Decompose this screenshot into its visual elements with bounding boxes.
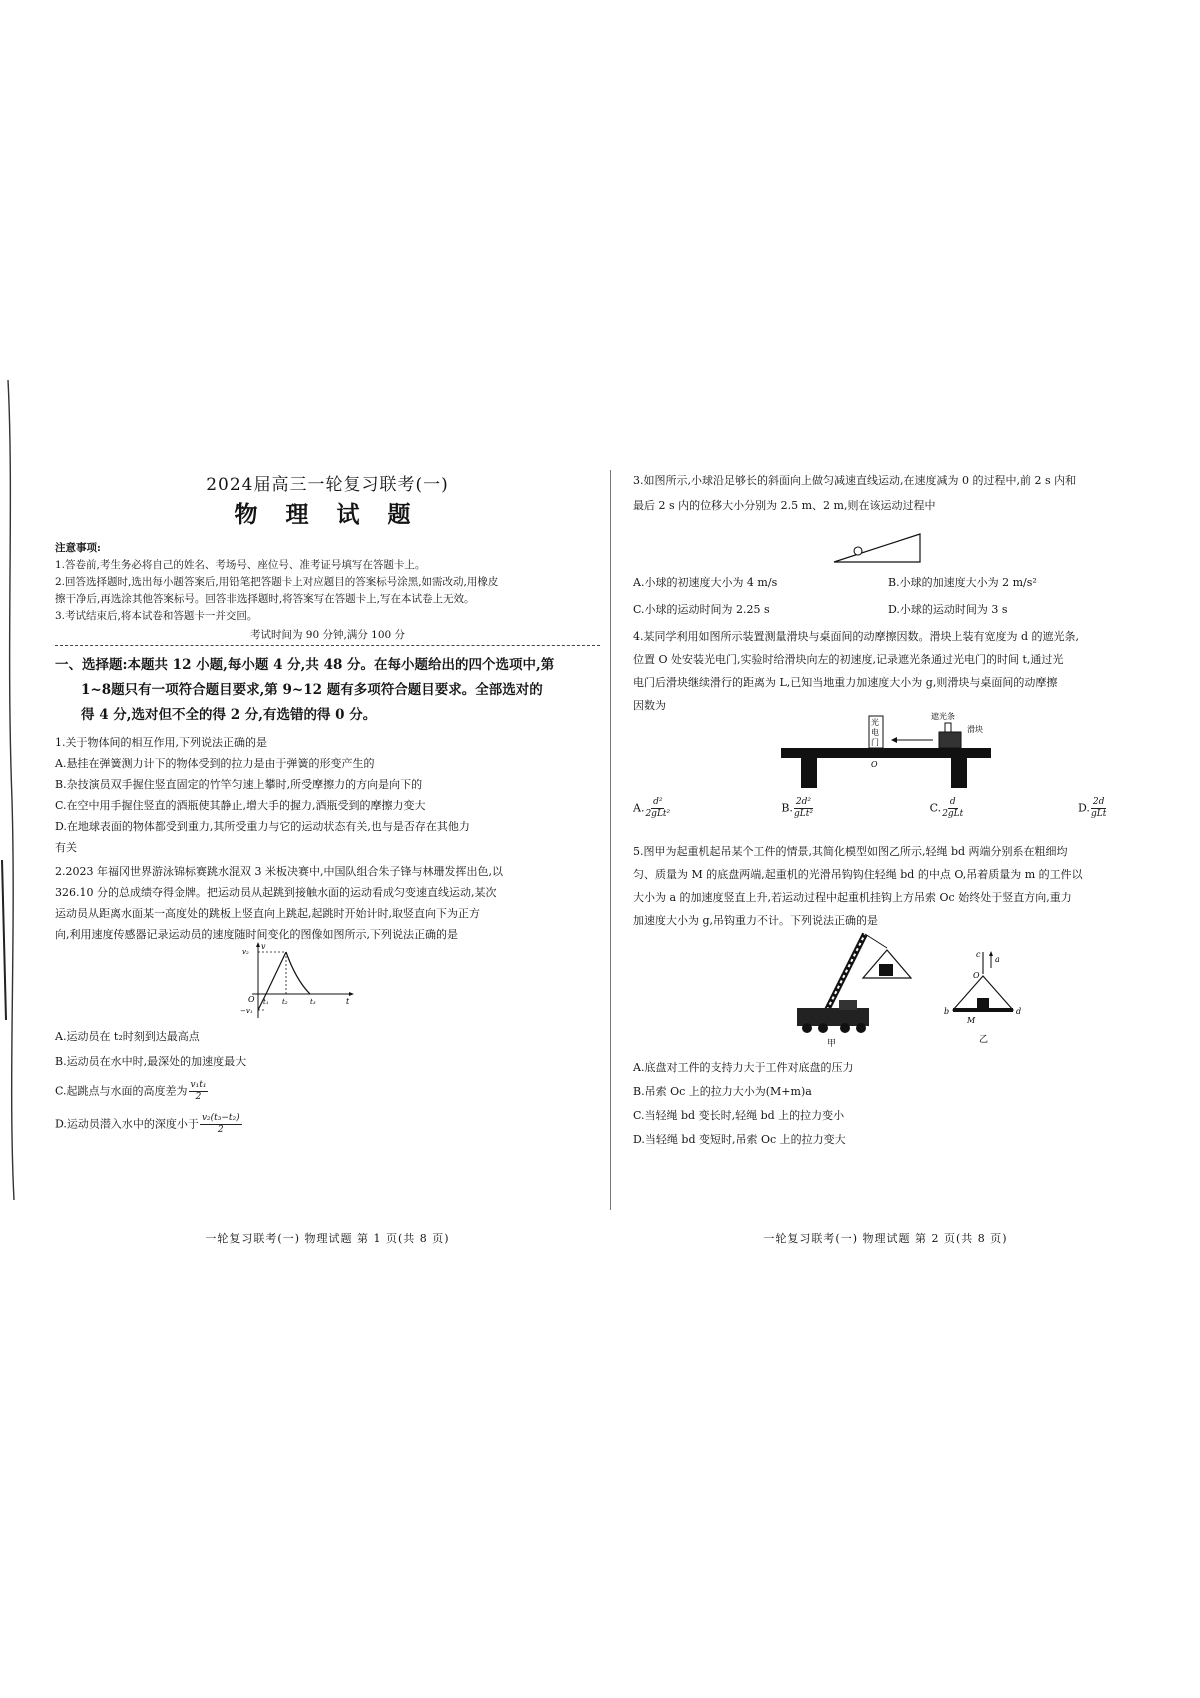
header-rule xyxy=(55,645,600,646)
point-o-label: O xyxy=(871,760,878,769)
exam-title: 2024届高三一轮复习联考(一) xyxy=(206,475,449,495)
option-b: B.小球的加速度大小为 2 m/s² xyxy=(888,576,1037,589)
gate-label: 电 xyxy=(871,728,879,737)
question-stem-line: 运动员从距离水面某一高度处的跳板上竖直向上跳起,起跳时开始计时,取竖直向下为正方 xyxy=(55,907,480,920)
option-b: B.运动员在水中时,最深处的加速度最大 xyxy=(55,1055,247,1068)
option-a: A.悬挂在弹簧测力计下的物体受到的拉力是由于弹簧的形变产生的 xyxy=(55,757,375,770)
section-instructions xyxy=(55,653,600,728)
question-3-options xyxy=(633,572,1138,620)
tick-t2: t₂ xyxy=(282,998,288,1006)
question-stem-line: 加速度大小为 g,吊钩重力不计。下列说法正确的是 xyxy=(633,914,879,927)
label-o: O xyxy=(973,971,980,980)
subject-title: 物 理 试 题 xyxy=(234,501,421,528)
option-a: A.底盘对工件的支持力大于工件对底盘的压力 xyxy=(633,1061,854,1074)
option-c-fraction xyxy=(189,1080,209,1103)
gate-label: 光 xyxy=(871,718,879,727)
exam-spread xyxy=(55,470,1150,1250)
option-row xyxy=(633,599,1138,620)
question-stem-line: 326.10 分的总成绩夺得金牌。把运动员从起跳到接触水面的运动看成匀变速直线运动,某次 xyxy=(55,886,497,899)
page-divider xyxy=(610,470,611,1210)
photogate-apparatus-figure xyxy=(773,710,1003,790)
slider-label: 滑块 xyxy=(967,725,983,734)
label-a: a xyxy=(995,955,1000,964)
question-stem-line: 最后 2 s 内的位移大小分别为 2.5 m、2 m,则在该运动过程中 xyxy=(633,499,936,512)
notice-item: 3.考试结束后,将本试卷和答题卡一并交回。 xyxy=(55,610,258,622)
tick-neg-v1: −v₁ xyxy=(240,1007,253,1015)
option-a: A.运动员在 t₂时刻到达最高点 xyxy=(55,1030,200,1043)
question-4 xyxy=(633,625,1138,717)
axis-label-t: t xyxy=(346,997,350,1006)
option-c xyxy=(55,1080,600,1103)
velocity-time-graph xyxy=(240,940,360,1022)
section-line: 得 4 分,选对但不全的得 2 分,有选错的得 0 分。 xyxy=(81,707,377,723)
question-stem-line: 位置 O 处安装光电门,实验时给滑块向左的初速度,记录遮光条通过光电门的时间 t,通过光 xyxy=(633,653,1064,666)
section-line: 一、选择题:本题共 12 小题,每小题 4 分,共 48 分。在每小题给出的四个选项中,第 xyxy=(55,657,555,673)
scan-edge-mark xyxy=(0,380,30,1200)
page-1 xyxy=(55,470,600,1250)
option-c: C.在空中用手握住竖直的酒瓶使其静止,增大手的握力,酒瓶受到的摩擦力变大 xyxy=(55,799,426,812)
option-d xyxy=(55,1113,600,1136)
crane-figure-jia xyxy=(783,930,923,1050)
question-1 xyxy=(55,732,600,858)
label-b: b xyxy=(944,1007,950,1016)
tick-t3: t₃ xyxy=(310,998,316,1006)
incline-figure xyxy=(828,530,928,564)
label-c: c xyxy=(976,950,981,959)
section-line: 1~8题只有一项符合题目要求,第 9~12 题有多项符合题目要求。全部选对的 xyxy=(81,682,543,698)
page-footer-right: 一轮复习联考(一) 物理试题 第 2 页(共 8 页) xyxy=(763,1232,1008,1245)
label-m: M xyxy=(967,1016,976,1025)
question-stem-line: 电门后滑块继续滑行的距离为 L,已知当地重力加速度大小为 g,则滑块与桌面间的动摩擦 xyxy=(633,676,1058,689)
page-footer-left: 一轮复习联考(一) 物理试题 第 1 页(共 8 页) xyxy=(205,1232,450,1245)
question-stem-line: 4.某同学利用如图所示装置测量滑块与桌面间的动摩擦因数。滑块上装有宽度为 d 的遮光条, xyxy=(633,630,1080,643)
notice-heading: 注意事项: xyxy=(55,542,101,554)
notice-block xyxy=(55,540,600,644)
question-4-options xyxy=(633,797,1138,820)
option-a: A.小球的初速度大小为 4 m/s xyxy=(633,576,778,589)
question-stem-line: 3.如图所示,小球沿足够长的斜面向上做匀减速直线运动,在速度减为 0 的过程中,前 2 s 内和 xyxy=(633,474,1077,487)
option-c-text: C.起跳点与水面的高度差为 xyxy=(55,1084,188,1098)
question-stem-line: 2.2023 年福冈世界游泳锦标赛跳水混双 3 米板决赛中,中国队组合朱子锋与林珊发挥出色,以 xyxy=(55,865,503,878)
option-d-continued: 有关 xyxy=(55,841,77,854)
question-2-options xyxy=(55,1026,600,1136)
label-d: d xyxy=(1016,1007,1022,1016)
option-d-fraction xyxy=(200,1113,242,1136)
notice-item: 1.答卷前,考生务必将自己的姓名、考场号、座位号、准考证号填写在答题卡上。 xyxy=(55,559,426,571)
option-b: B. $\frac{\text{2d²}}{\text{gLt²}}$ xyxy=(781,797,813,819)
question-stem-line: 大小为 a 的加速度竖直上升,若运动过程中起重机挂钩上方吊索 Oc 始终处于竖直方向,重力 xyxy=(633,891,1072,904)
page-2 xyxy=(633,470,1138,1250)
question-stem-line: 因数为 xyxy=(633,699,666,712)
option-d: D.当轻绳 bd 变短时,吊索 Oc 上的拉力变大 xyxy=(633,1133,846,1146)
tick-v2: v₂ xyxy=(242,948,249,956)
option-c: C. $\frac{d}{\text{2gLt}}$ xyxy=(929,797,964,819)
axis-label-v: v xyxy=(261,942,266,951)
option-row xyxy=(633,797,1138,820)
question-5-options xyxy=(633,1056,1138,1152)
fraction-numerator: v₂(t₃−t₂) xyxy=(201,1113,240,1123)
notice-item: 2.回答选择题时,选出每小题答案后,用铅笔把答题卡上对应题目的答案标号涂黑,如需改动,用橡皮 xyxy=(55,576,499,588)
option-d: D. $\frac{2d}{\text{gLt}}$ xyxy=(1077,797,1107,819)
fraction-numerator: v₁t₁ xyxy=(190,1080,207,1090)
option-d: D.小球的运动时间为 3 s xyxy=(888,603,1008,616)
option-c: C.小球的运动时间为 2.25 s xyxy=(633,603,770,616)
question-3 xyxy=(633,470,1138,516)
tick-t1: t₁ xyxy=(263,998,269,1006)
question-stem-line: 向,利用速度传感器记录运动员的速度随时间变化的图像如图所示,下列说法正确的是 xyxy=(55,928,458,941)
option-a: A. $\frac{\text{d²}}{\text{2gLt²}}$ xyxy=(633,797,671,819)
question-stem-line: 5.图甲为起重机起吊某个工件的情景,其简化模型如图乙所示,轻绳 bd 两端分别系在粗细均 xyxy=(633,845,1068,858)
question-stem-line: 匀、质量为 M 的底盘两端,起重机的光滑吊钩钩住轻绳 bd 的中点 O,吊着质量为 m 的工件以 xyxy=(633,868,1083,881)
exam-time-line: 考试时间为 90 分钟,满分 100 分 xyxy=(249,629,406,641)
fraction-denominator: 2 xyxy=(217,1125,224,1135)
option-b: B.吊索 Oc 上的拉力大小为(M+m)a xyxy=(633,1085,812,1098)
question-2 xyxy=(55,861,600,945)
option-c: C.当轻绳 bd 变长时,轻绳 bd 上的拉力变小 xyxy=(633,1109,845,1122)
question-stem: 1.关于物体间的相互作用,下列说法正确的是 xyxy=(55,736,267,749)
figure-label-jia: 甲 xyxy=(827,1039,837,1049)
model-figure-yi xyxy=(943,948,1033,1048)
gate-label: 门 xyxy=(871,738,879,747)
option-b: B.杂技演员双手握住竖直固定的竹竿匀速上攀时,所受摩擦力的方向是向下的 xyxy=(55,778,423,791)
question-5 xyxy=(633,840,1138,932)
fraction-denominator: 2 xyxy=(195,1092,202,1102)
origin-label: O xyxy=(248,995,255,1004)
figure-label-yi: 乙 xyxy=(979,1035,989,1045)
option-row xyxy=(633,572,1138,593)
option-d: D.在地球表面的物体都受到重力,其所受重力与它的运动状态有关,也与是否存在其他力 xyxy=(55,820,470,833)
notice-item: 擦干净后,再选涂其他答案标号。回答非选择题时,将答案写在答题卡上,写在本试卷上无效。 xyxy=(55,593,475,605)
strip-label: 遮光条 xyxy=(931,712,955,721)
option-d-text: D.运动员潜入水中的深度小于 xyxy=(55,1117,199,1131)
